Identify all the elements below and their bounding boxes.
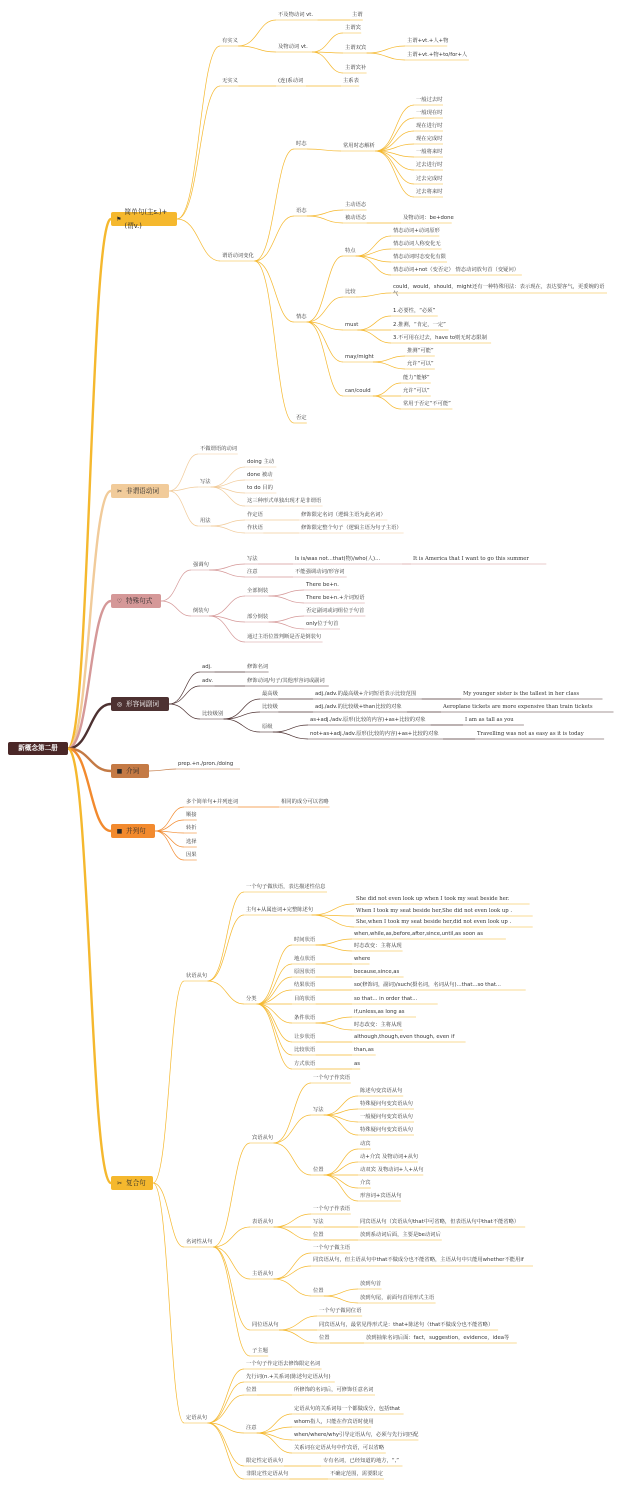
branch-b2[interactable] [111,484,169,498]
mindmap-node[interactable]: 位置 [319,1335,330,1341]
mindmap-node[interactable]: adj. [202,664,212,670]
connector-n152 [279,1330,317,1343]
branch-b1[interactable] [111,208,177,230]
mindmap-node[interactable]: 1.必要性，“必须” [393,308,436,314]
mindmap-node[interactable]: 结果状语 [294,982,316,988]
mindmap-node[interactable]: 强调句 [193,562,209,568]
mindmap-node[interactable]: 动双宾 及物动词+人+从句 [360,1167,424,1173]
branch-b3[interactable] [111,594,161,608]
connector-n105 [316,945,352,951]
mindmap-node[interactable]: 位置 [313,1232,324,1238]
connector-n71 [269,622,304,629]
mindmap-node[interactable]: 常用时态解析 [343,143,375,149]
square-icon: ■ [116,767,123,775]
mindmap-node[interactable]: done 被动 [247,472,273,478]
mindmap-node[interactable]: when/where/why引导定语从句，必须与先行词匹配 [294,1432,419,1438]
mindmap-node[interactable]: 写法 [200,479,211,485]
connector-n42 [373,362,405,369]
connector-n73 [169,672,200,704]
connector-n138 [274,1214,311,1227]
mindmap-node[interactable]: 能力“能够” [403,375,430,381]
connector-n144 [274,1253,311,1279]
mindmap-node[interactable]: 不及物动词 vt. [278,12,314,18]
mindmap-node[interactable]: Is is/was not...that(物)/who(人)... [295,556,381,562]
mindmap-node[interactable]: 否定副词或词组位于句首 [306,608,365,614]
connector-n117 [257,1004,292,1042]
mindmap-node[interactable]: Aeroplane tickets are more expensive than train tickets [443,704,593,710]
mindmap-node[interactable]: as+adj./adv.原形(比较的内容)+as+比较的对象 [310,717,426,723]
mindmap-node[interactable]: 分类 [246,996,257,1002]
mindmap-node[interactable]: 否定 [296,415,307,421]
connector-n8 [367,53,405,60]
connector-n68 [269,596,304,603]
mindmap-node[interactable]: 同宾语从句，但主语从句中that不做成分也不能省略，主语从句中只能用whether不能用if [313,1257,524,1263]
mindmap-node[interactable]: 宾语从句 [252,1135,274,1141]
connector-n14 [254,149,294,261]
mindmap-node[interactable]: 修饰限定整个句子（逻辑主语为句子主语） [301,525,402,531]
mindmap-node[interactable]: 语态 [296,208,307,214]
mindmap-node[interactable]: It is America that I want to go this summer [413,556,529,562]
mindmap-node[interactable]: 有实义 [222,38,238,44]
mindmap-node[interactable]: 选择 [186,839,197,845]
mindmap-node[interactable]: 一般将来时 [416,149,443,155]
mindmap-node[interactable]: 被动语态 [345,215,367,221]
mindmap-node[interactable]: 相同的成分可以省略 [281,799,329,805]
mindmap-node[interactable]: adj./adv.的比较级+than比较的对象 [315,704,402,710]
connector-n132 [324,1149,358,1175]
connector-n22 [375,151,414,184]
connector-n67 [269,590,304,596]
connector-n136 [324,1175,358,1201]
mindmap-node[interactable]: 比较 [345,289,356,295]
connector-n41 [373,356,405,362]
connector-n102 [208,981,244,1004]
connector-n101 [312,915,354,927]
connector-n167 [208,1423,244,1479]
mindmap-node[interactable]: 时态改变：主将从现 [354,1022,402,1028]
mindmap-node[interactable]: When I took my seat beside her,She did not even look up . [356,908,513,914]
mindmap-node[interactable]: could，would，should，might还有一种特殊用法：表示现在，表达要客气，更委婉的语气 [393,284,605,297]
mindmap-node[interactable]: 原因状语 [294,969,316,975]
mindmap-node[interactable]: when,while,as,before,after,since,until,as soon as [354,931,484,937]
connector-n98 [208,915,244,981]
mindmap-node[interactable]: 3.不可用在过去，have to则无时态限制 [393,335,487,341]
connector-n48 [169,454,198,491]
connector-n60 [209,564,245,570]
connector-n165 [208,1423,244,1466]
mindmap-node[interactable]: 比较级别 [202,711,224,717]
mindmap-node[interactable]: because,since,as [354,969,400,975]
root-node[interactable]: 新概念第二册 [8,742,68,755]
mindmap-node[interactable]: 条件状语 [294,1015,316,1021]
mindmap-node[interactable]: 转折 [186,825,197,831]
branch-label: 并列句 [126,827,146,835]
mindmap-node[interactable]: 现在完成时 [416,136,443,142]
mindmap-node[interactable]: only位于句首 [306,621,339,627]
mindmap-node[interactable]: 位置 [246,1387,257,1393]
connector-n104 [316,939,352,945]
mindmap-node[interactable]: 一般过去时 [416,97,443,103]
mindmap-node[interactable]: not+as+adj./adv.原形(比较的内容)+as+比较的对象 [310,731,439,737]
branch-label: 特殊句式 [126,597,153,605]
connector-n90 [155,807,184,831]
connector-n84 [224,719,260,732]
mindmap-node[interactable]: There be+n. [306,582,339,588]
mindmap-node[interactable]: 非限定性定语从句 [246,1471,289,1477]
connector-n114 [257,1004,292,1023]
mindmap-node[interactable]: 关系词在定语从句中作宾语，可以省略 [294,1445,385,1451]
connector-n150 [279,1316,317,1330]
mindmap-node[interactable]: where [354,956,371,962]
connector-n148 [324,1296,358,1303]
connector-n145 [274,1266,311,1279]
connector-n129 [324,1115,358,1122]
mindmap-node[interactable]: 写法 [313,1219,324,1225]
mindmap-node[interactable]: 状语从句 [186,973,208,979]
connector-n63 [209,570,245,577]
connector-n55 [211,520,245,526]
connector-n146 [274,1279,311,1296]
mindmap-node[interactable]: 比较状语 [294,1047,316,1053]
mindmap-node[interactable]: 一个句子做同位语 [319,1308,362,1314]
connector-n35 [356,293,391,297]
connector-n7 [367,46,405,53]
mindmap-node[interactable]: 方式状语 [294,1061,316,1067]
connector-n51 [211,480,245,487]
connector-root-b7 [68,749,111,1184]
connector-n10 [177,86,220,219]
connector-n17 [375,118,414,151]
connector-n157 [208,1382,244,1423]
mindmap-node[interactable]: 特殊疑问句变宾语从句 [360,1101,413,1107]
mindmap-node[interactable]: 允许“可以” [407,361,434,367]
mindmap-node[interactable]: 部分倒装 [247,614,269,620]
mindmap-node[interactable]: 现在进行时 [416,123,443,129]
connector-n5 [312,33,343,52]
mindmap-node[interactable]: 原级 [262,724,273,730]
branch-b5[interactable] [111,764,149,778]
mindmap-node[interactable]: 主谓宾 [345,25,361,31]
mindmap-node[interactable]: 先行词(n.+关系词(陈述句定语从句) [246,1374,331,1380]
mindmap-node[interactable]: She,when I took my seat beside her,did not even look up . [356,919,512,925]
mindmap-node[interactable]: 陈述句变宾语从句 [360,1088,403,1094]
heart-icon: ♡ [116,597,123,605]
connector-n13 [177,219,220,261]
mindmap-node[interactable]: 一个句子做主语 [313,1245,351,1251]
branch-b7[interactable] [111,1176,153,1190]
mindmap-node[interactable]: 情态 [296,314,307,320]
mindmap-node[interactable]: 一般现在时 [416,110,443,116]
mindmap-node[interactable]: 动宾 [360,1141,371,1147]
connector-n96 [153,981,184,1183]
tools-icon: ✂ [116,1179,123,1187]
mindmap-node[interactable]: 同宾语从句（宾语从句that中可省略，但表语从句中that不能省略） [360,1219,520,1225]
connector-n34 [307,297,343,322]
mindmap-node[interactable]: than,as [354,1047,374,1053]
connector-n87 [273,732,308,739]
branch-label: 简单句(主s.)+(谓v.) [124,208,168,230]
mindmap-node[interactable]: 主谓+vt.+物+to/for+人 [407,52,468,58]
mindmap-node[interactable]: 允许“可以” [403,388,430,394]
mindmap-node[interactable]: 过去进行时 [416,162,443,168]
mindmap-node[interactable]: 不做谓语的动词 [200,446,238,452]
mindmap-node[interactable]: 主谓双宾 [345,45,367,51]
connector-n44 [373,383,401,396]
connector-n1 [177,46,220,219]
mindmap-node[interactable]: 名词性从句 [186,1239,213,1245]
mindmap-node[interactable]: 一个句子作定语去修饰限定名词 [246,1361,321,1367]
connector-n123 [153,1183,184,1247]
connector-n72 [209,616,245,642]
connector-n77 [169,704,200,719]
connector-root-b2 [68,491,111,749]
connector-n126 [274,1115,311,1143]
connector-n39 [357,330,391,343]
mindmap-node[interactable]: 最高级 [262,691,278,697]
connector-n66 [209,596,245,616]
connector-n2 [238,20,276,46]
connector-n135 [324,1175,358,1188]
mindmap-node[interactable]: may/might [345,354,374,360]
connector-n99 [312,904,354,915]
mindmap-node[interactable]: 倒装句 [193,608,209,614]
mindmap-node[interactable]: 修饰名词 [247,664,269,670]
connector-n154 [213,1247,250,1356]
mindmap-node[interactable]: 作定语 [247,512,263,518]
mindmap-node[interactable]: 主谓+vt.+人+物 [407,38,449,44]
mindmap-node[interactable]: 时间状语 [294,937,316,943]
mindmap-node[interactable]: 情态动词+not（变否定） 情态动词放句首（变疑问） [393,267,520,273]
mindmap-node[interactable]: can/could [345,388,371,394]
connector-n37 [357,316,391,330]
connector-n147 [324,1289,358,1296]
mindmap-node[interactable]: 放到句首 [360,1281,382,1287]
mindmap-node[interactable]: 同宾语从句，最常见得形式是：that+陈述句（that不做成分也不能省略） [319,1322,494,1328]
mindmap-node[interactable]: 过去完成时 [416,176,443,182]
connector-n75 [169,686,200,704]
mindmap-node[interactable]: 写法 [247,556,258,562]
mindmap-node[interactable]: 过去将来时 [416,189,443,195]
connector-n15 [307,149,341,151]
mindmap-node[interactable]: 特点 [345,248,356,254]
mindmap-node[interactable]: 情态动词时态变化有限 [393,254,446,260]
connector-n31 [356,249,391,256]
mindmap-node[interactable]: 主语从句 [252,1271,274,1277]
mindmap-node[interactable]: 表语从句 [252,1219,274,1225]
mindmap-node[interactable]: 写法 [313,1107,324,1113]
target-icon: ◎ [116,700,123,708]
connector-n57 [211,526,245,533]
mindmap-node[interactable]: 主系表 [343,78,359,84]
mindmap-node[interactable]: 时态 [296,141,307,147]
connector-n28 [254,261,294,322]
mindmap-node[interactable]: 地点状语 [294,956,316,962]
branch-b4[interactable] [111,697,169,711]
square-icon: ■ [116,827,123,835]
connector-n26 [307,216,343,223]
mindmap-node[interactable]: 放到句尾，前面句首用形式主语 [360,1295,435,1301]
connector-n4 [238,46,276,52]
connector-n125 [274,1083,311,1143]
mindmap-node[interactable]: 用法 [200,518,211,524]
mindmap-node[interactable]: 全部倒装 [247,588,269,594]
branch-label: 非谓语动词 [126,487,159,495]
mindmap-node[interactable]: 修饰限定名词（逻辑主语为此名词） [301,512,386,518]
mindmap-node[interactable]: 放到系动词后面，主要是be动词后 [360,1232,441,1238]
mindmap-node[interactable]: adj./adv.的最高级+介词短语表示比较范围 [315,691,417,697]
connector-n46 [373,396,401,409]
mindmap-node[interactable]: 及物动词 vt. [278,44,308,50]
connector-n54 [169,491,198,526]
connector-n23 [375,151,414,197]
connector-n124 [213,1143,250,1247]
branch-label: 介词 [126,767,140,775]
mindmap-node[interactable]: 多个简单句+并列连词 [186,799,239,805]
mindmap-node[interactable]: 2.推测，“肯定，一定” [393,322,446,328]
connector-n141 [274,1227,311,1240]
mindmap-node[interactable]: so that... in order that... [354,996,418,1002]
mindmap-node[interactable]: 形容词+宾语从句 [360,1193,402,1199]
mindmap-node[interactable]: 一般疑问句变宾语从句 [360,1114,413,1120]
branch-label: 复合句 [126,1179,146,1187]
mindmap-node[interactable]: to do 目的 [247,485,273,491]
mindmap-node[interactable]: My younger sister is the tallest in her class [463,691,580,697]
mindmap-node[interactable]: 顺接 [186,812,197,818]
mindmap-node[interactable]: 不确定范围，需要限定 [330,1471,383,1477]
mindmap-node[interactable]: 定语从句的关系词每一个都做成分，包括that [294,1406,401,1412]
connector-n131 [274,1143,311,1175]
mindmap-node[interactable]: prep.+n./pron./doing [178,761,234,767]
mindmap-node[interactable]: 主谓宾补 [345,65,367,71]
mindmap-node[interactable]: 一个句子作表语 [313,1206,351,1212]
connector-n85 [273,725,308,732]
connector-n143 [213,1247,250,1279]
mindmap-node[interactable]: as [354,1061,361,1067]
mindmap-node[interactable]: 所修饰的名词后，可修饰任意名词 [294,1387,374,1393]
connector-n121 [257,1004,292,1069]
connector-n89 [149,769,176,771]
branch-b6[interactable] [111,824,155,838]
mindmap-node[interactable]: 放到抽象名词后面：fact，suggestion，evidence，idea等 [366,1335,510,1341]
connector-n155 [153,1183,184,1423]
mindmap-node[interactable]: 通过主语位置判断是否是倒装句 [247,634,322,640]
mindmap-node[interactable]: 常用于否定“不可能” [403,401,451,407]
mindmap-node[interactable]: I am as tall as you [465,717,514,723]
mindmap-node[interactable]: 定语从句 [186,1415,208,1421]
mindmap-node[interactable]: 限定性定语从句 [246,1458,284,1464]
connector-n163 [257,1433,292,1440]
connector-n92 [155,820,184,831]
mindmap-node[interactable]: 比较级 [262,704,278,710]
mindmap-node[interactable]: 修饰动词/句子/其他形容词或副词 [247,678,325,684]
connector-n115 [316,1017,352,1023]
mindmap-node[interactable]: 主句+从属连词+完整陈述句 [246,907,314,913]
connector-n149 [213,1247,250,1330]
connector-n25 [307,210,343,216]
connector-n81 [224,712,260,719]
mindmap-node[interactable]: 不能强调动词/形容词 [295,569,345,575]
mindmap-node[interactable]: 注意 [246,1425,257,1431]
mindmap-node[interactable]: (连)系动词 [278,78,304,84]
branch-label: 形容词副词 [126,700,159,708]
mindmap-node[interactable]: Travelling was not as easy as it is today [477,731,584,737]
tools-icon: ✂ [116,487,123,495]
mindmap-node[interactable]: 注意 [247,569,258,575]
connector-n133 [324,1162,358,1175]
connector-n49 [169,487,198,491]
connector-n9 [312,52,343,73]
mindmap-node[interactable]: She did not even look up when I took my seat beside her. [356,896,510,902]
connector-n95 [155,831,184,860]
mindmap-node[interactable]: although,though,even though, even if [354,1034,455,1040]
mindmap-node[interactable]: 动+介宾 及物动词+从句 [360,1154,419,1160]
mindmap-node[interactable]: 位置 [313,1167,324,1173]
mindmap-node[interactable]: 专有名词，已经知道的地方，“,” [323,1458,400,1464]
connector-n29 [307,256,343,322]
connector-n47 [254,261,294,423]
mindmap-node[interactable]: 主动语态 [345,202,367,208]
mindmap-node[interactable]: 谓语动词变化 [222,253,254,259]
connector-n70 [269,616,304,622]
mindmap-node[interactable]: 情态动词+动词原形 [393,228,440,234]
connector-n103 [257,945,292,1004]
mindmap-node[interactable]: 这三种形式单独出现才是非谓语 [247,498,322,504]
mindmap-node[interactable]: 让步状语 [294,1034,316,1040]
mindmap-node[interactable]: doing 主动 [247,459,275,465]
mindmap-node[interactable]: 一个句子作宾语 [313,1075,351,1081]
mindmap-node[interactable]: 子主题 [252,1348,268,1354]
mindmap-node[interactable]: 介宾 [360,1180,371,1186]
mindmap-node[interactable]: 及物动词：be+done [403,215,454,221]
mindmap-node[interactable]: 因果 [186,852,197,858]
mindmap-node[interactable]: so(修饰词，副词)/such(摄名词，名词从句)...that...so that... [354,982,501,988]
mindmap-node[interactable]: 位置 [313,1288,324,1294]
mindmap-node[interactable]: 主谓 [352,12,363,18]
mindmap-node[interactable]: 作状语 [247,525,263,531]
mindmap-node[interactable]: whom指人，只能在作宾语时使用 [294,1419,374,1425]
mindmap-node[interactable]: 情态动词人称变化无 [393,241,441,247]
connector-n119 [257,1004,292,1055]
mindmap-node[interactable]: must [345,322,359,328]
connector-n97 [208,892,244,981]
connector-n116 [316,1023,352,1030]
connector-n65 [161,601,191,616]
mindmap-node[interactable]: 时态改变：主将从现 [354,943,402,949]
mindmap-node[interactable]: adv. [202,678,214,684]
mindmap-node[interactable]: 同位语从句 [252,1322,279,1328]
mindmap-node[interactable]: There be+n.+介词短语 [306,595,365,601]
connector-n24 [254,216,294,261]
mindmap-node[interactable]: 一个句子做状语，表达描述性信息 [246,884,326,890]
mindmap-node[interactable]: 特殊疑问句变宾语从句 [360,1127,413,1133]
flag-icon: ⚑ [116,215,122,223]
mindmap-node[interactable]: if,unless,as long as [354,1009,405,1015]
mindmap-node[interactable]: 无实义 [222,78,238,84]
mindmap-node[interactable]: 目的状语 [294,996,316,1002]
connector-n43 [307,322,343,396]
connector-n59 [161,570,191,601]
mindmap-node[interactable]: 推测“可能” [407,348,434,354]
